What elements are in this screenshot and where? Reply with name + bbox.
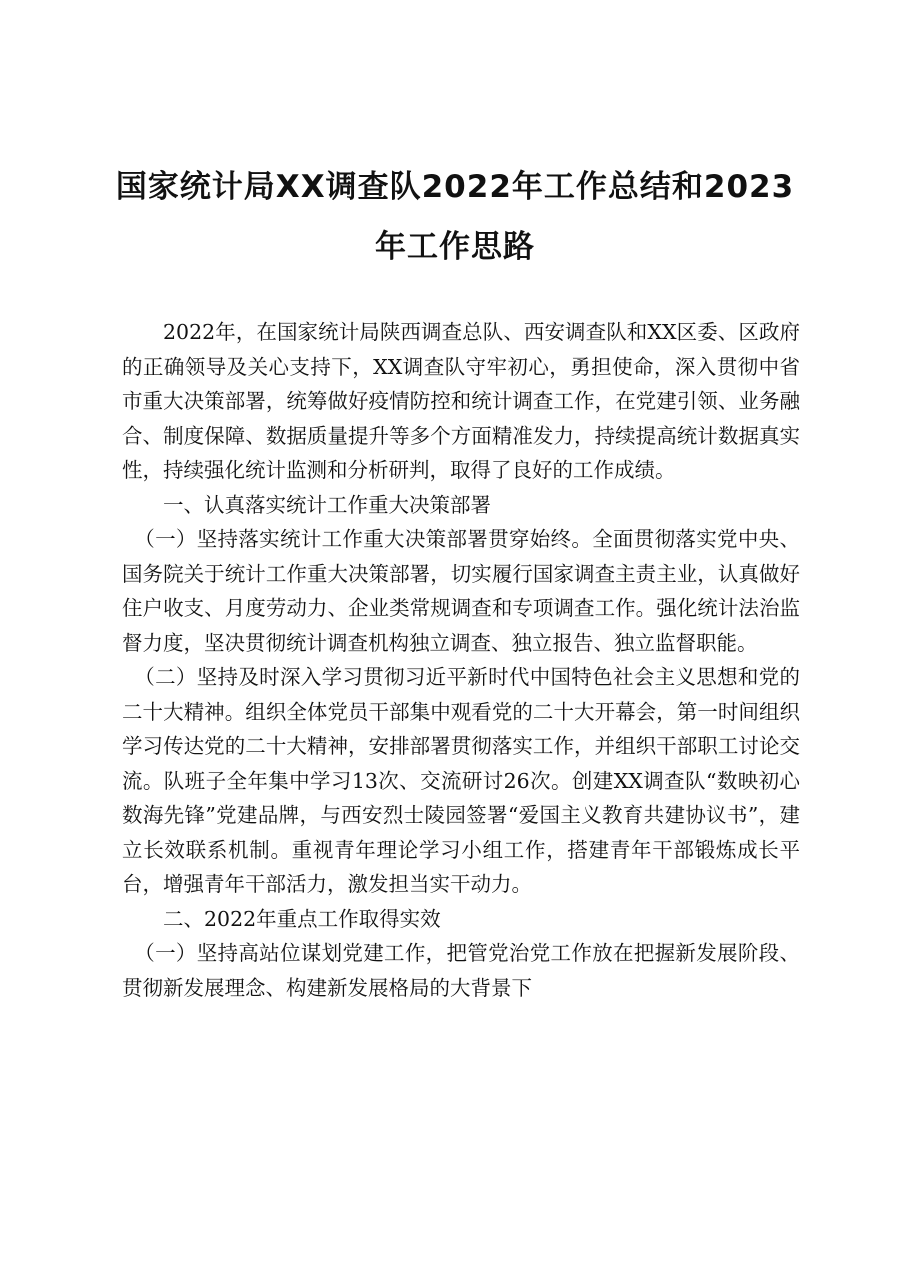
document-body [122, 315, 800, 1005]
document-title-line1: 国家统计局XX调查队2022年工作总结和2023 [115, 169, 795, 205]
section-2-item-1: （一）坚持高站位谋划党建工作，把管党治党工作放在把握新发展阶段、贯彻新发展理念、构建新发展格局的大背景下 [122, 941, 800, 1000]
intro-paragraph: 2022年，在国家统计局陕西调查总队、西安调查队和XX区委、区政府的正确领导及关心支持下，XX调查队守牢初心，勇担使命，深入贯彻中省市重大决策部署，统筹做好疫情防控和统计调查工作，在党建引领、业务融合、制度保障、数据质量提升等多个方面精准发力，持续提高统计数据真实性，持续强化统计监测和分析研判，取得了良好的工作成绩。 [122, 320, 800, 482]
section-heading-2: 二、2022年重点工作取得实效 [163, 906, 441, 931]
section-1-item-2: （二）坚持及时深入学习贯彻习近平新时代中国特色社会主义思想和党的二十大精神。组织全体党员干部集中观看党的二十大开幕会，第一时间组织学习传达党的二十大精神，安排部署贯彻落实工作，并组织干部职工讨论交流。队班子全年集中学习13次、交流研讨26次。创建XX调查队“数映初心数海先锋”党建品牌，与西安烈士陵园签署“爱国主义教育共建协议书”，建立长效联系机制。重视青年理论学习小组工作，搭建青年干部锻炼成长平台，增强青年干部活力，激发担当实干动力。 [122, 665, 800, 896]
document-title-line2: 年工作思路 [375, 229, 535, 265]
section-heading-1: 一、认真落实统计工作重大决策部署 [163, 492, 491, 517]
section-1-item-1: （一）坚持落实统计工作重大决策部署贯穿始终。全面贯彻落实党中央、国务院关于统计工作重大决策部署，切实履行国家调查主责主业，认真做好住户收支、月度劳动力、企业类常规调查和专项调查工作。强化统计法治监督力度，坚决贯彻统计调查机构独立调查、独立报告、独立监督职能。 [122, 527, 800, 655]
